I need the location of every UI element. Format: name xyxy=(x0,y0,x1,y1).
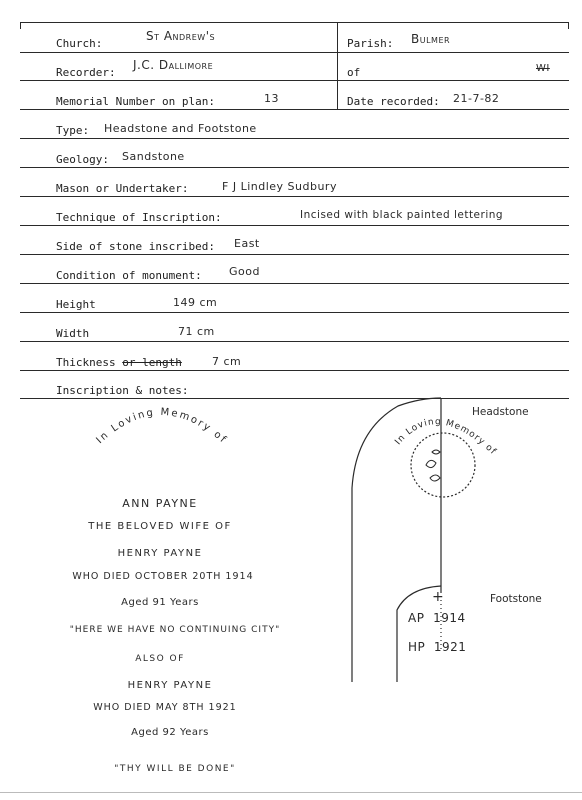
recorder-value: J.C. Dallimore xyxy=(133,58,214,72)
type-value: Headstone and Footstone xyxy=(104,122,257,135)
condition-label: Condition of monument: xyxy=(56,269,202,282)
inscription-line: "HERE WE HAVE NO CONTINUING CITY" xyxy=(69,625,281,635)
of-label: of xyxy=(347,66,361,79)
technique-label: Technique of Inscription: xyxy=(56,211,222,224)
inscription-line: HENRY PAYNE xyxy=(127,680,213,691)
footstone-line-2: HP 1921 xyxy=(408,640,467,654)
parish-value: Bulmer xyxy=(411,32,451,46)
geology-value: Sandstone xyxy=(122,150,185,163)
inscription-line: Aged 91 Years xyxy=(121,597,199,608)
headstone-arc-text: In Loving Memory of xyxy=(393,417,499,458)
side-value: East xyxy=(234,237,260,250)
recorder-label: Recorder: xyxy=(56,66,116,79)
inscription-line: WHO DIED MAY 8TH 1921 xyxy=(93,702,237,713)
inscription-line: ALSO OF xyxy=(135,654,185,664)
headstone-label: Headstone xyxy=(472,406,529,418)
side-label: Side of stone inscribed: xyxy=(56,240,215,253)
type-label: Type: xyxy=(56,124,90,137)
height-label: Height xyxy=(56,298,96,311)
page-bottom-rule xyxy=(0,792,582,793)
svg-text:In Loving Memory of xyxy=(393,417,498,457)
church-value: St Andrew's xyxy=(146,29,216,43)
mason-value: F J Lindley Sudbury xyxy=(222,180,337,193)
church-label: Church: xyxy=(56,37,103,50)
inscription-line: ANN PAYNE xyxy=(122,497,198,510)
thickness-value: 7 cm xyxy=(212,355,242,368)
thickness-label-struck: or length xyxy=(122,356,182,369)
width-label: Width xyxy=(56,327,90,340)
memorial-number-label: Memorial Number on plan: xyxy=(56,95,215,108)
inscription-label: Inscription & notes: xyxy=(56,384,189,397)
footstone-label: Footstone xyxy=(490,593,542,605)
condition-value: Good xyxy=(229,265,260,278)
width-value: 71 cm xyxy=(178,325,215,338)
footstone-line-1: AP 1914 xyxy=(408,611,466,625)
thickness-label: Thickness or length xyxy=(56,356,182,369)
footstone-cross-icon: + xyxy=(432,589,445,605)
date-recorded-value: 21-7-82 xyxy=(453,92,500,105)
date-recorded-label: Date recorded: xyxy=(347,95,440,108)
height-value: 149 cm xyxy=(173,296,218,309)
inscription-line: THE BELOVED WIFE OF xyxy=(88,521,232,532)
technique-value: Incised with black painted lettering xyxy=(300,209,504,221)
mason-label: Mason or Undertaker: xyxy=(56,182,189,195)
memorial-number-value: 13 xyxy=(264,92,279,105)
inscription-arc-text: In Loving Memory of xyxy=(94,406,230,447)
of-value: WI xyxy=(536,63,550,74)
inscription-line: WHO DIED OCTOBER 20TH 1914 xyxy=(72,571,254,582)
inscription-line: HENRY PAYNE xyxy=(117,548,203,559)
parish-label: Parish: xyxy=(347,37,394,50)
geology-label: Geology: xyxy=(56,153,109,166)
svg-text:In Loving Memory of xyxy=(94,407,229,447)
inscription-line: "THY WILL BE DONE" xyxy=(114,764,236,774)
inscription-line: Aged 92 Years xyxy=(131,727,209,738)
